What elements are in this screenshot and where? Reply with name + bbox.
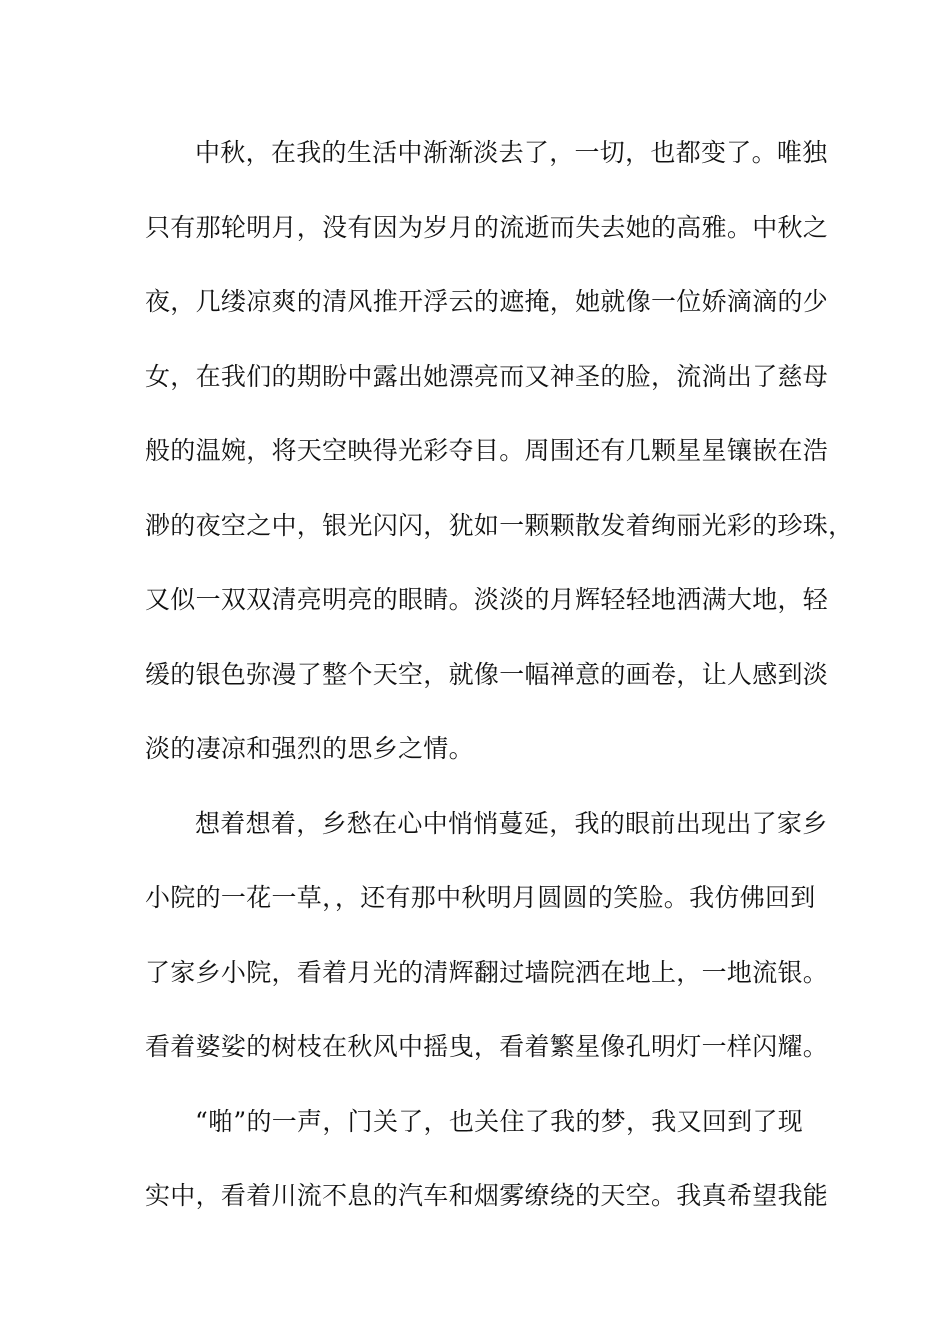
paragraph-3-line-1: “啪”的一声，门关了，也关住了我的梦，我又回到了现 xyxy=(195,1106,804,1136)
paragraph-2-line-4: 看着婆娑的树枝在秋风中摇曳，看着繁星像孔明灯一样闪耀。 xyxy=(145,1032,829,1061)
paragraph-3-line-2: 实中，看着川流不息的汽车和烟雾缭绕的天空。我真希望我能 xyxy=(145,1181,829,1210)
paragraph-1-line-8: 缓的银色弥漫了整个天空，就像一幅禅意的画卷，让人感到淡 xyxy=(145,659,829,689)
paragraph-1-line-6: 渺的夜空之中，银光闪闪，犹如一颗颗散发着绚丽光彩的珍珠， xyxy=(145,510,854,540)
paragraph-1-line-3: 夜，几缕凉爽的清风推开浮云的遮掩，她就像一位娇滴滴的少 xyxy=(145,287,829,316)
paragraph-1-line-7: 又似一双双清亮明亮的眼睛。淡淡的月辉轻轻地洒满大地，轻 xyxy=(145,585,829,614)
paragraph-2-line-2: 小院的一花一草，，还有那中秋明月圆圆的笑脸。我仿佛回到 xyxy=(145,883,816,912)
paragraph-1-line-1: 中秋，在我的生活中渐渐淡去了，一切，也都变了。唯独 xyxy=(195,138,828,167)
paragraph-1-line-2: 只有那轮明月，没有因为岁月的流逝而失去她的高雅。中秋之 xyxy=(145,212,829,242)
paragraph-2-line-3: 了家乡小院，看着月光的清辉翻过墙院洒在地上，一地流银。 xyxy=(145,957,829,987)
paragraph-2-line-1: 想着想着，乡愁在心中悄悄蔓延，我的眼前出现出了家乡 xyxy=(195,808,828,838)
article-body xyxy=(145,128,854,1246)
paragraph-1-line-5: 般的温婉，将天空映得光彩夺目。周围还有几颗星星镶嵌在浩 xyxy=(145,436,829,465)
paragraph-1-line-9: 淡的凄凉和强烈的思乡之情。 xyxy=(145,734,474,763)
paragraph-1-line-4: 女，在我们的期盼中露出她漂亮而又神圣的脸，流淌出了慈母 xyxy=(145,361,829,391)
